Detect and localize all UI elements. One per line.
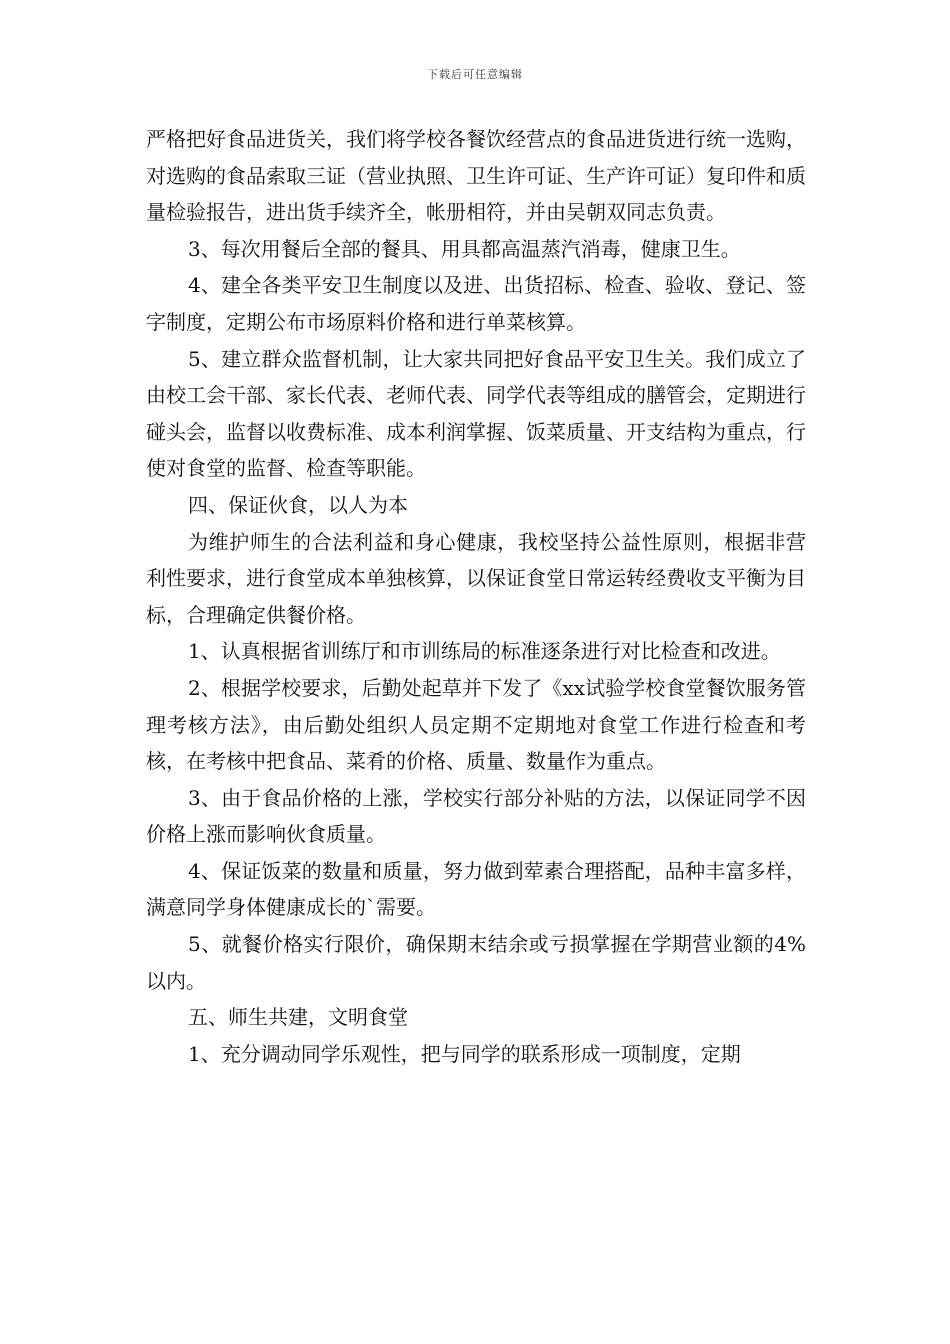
paragraph-item-5-price-limit: 5、就餐价格实行限价，确保期末结余或亏损掌握在学期营业额的4%以内。: [146, 932, 806, 993]
paragraph-item-4-quality: 4、保证饭菜的数量和质量，努力做到荤素合理搭配，品种丰富多样，满意同学身体健康成长的`需要。: [146, 858, 806, 920]
section-heading-five: 五、师生共建，文明食堂: [188, 1005, 408, 1030]
paragraph-section-four-intro: 为维护师生的合法利益和身心健康，我校坚持公益性原则，根据非营利性要求，进行食堂成本单独核算，以保证食堂日常运转经费收支平衡为目标，合理确定供餐价格。: [146, 529, 806, 627]
paragraph-item-1-inspection: 1、认真根据省训练厅和市训练局的标准逐条进行对比检查和改进。: [188, 639, 781, 664]
paragraph-item-2-assessment: 2、根据学校要求，后勤处起草并下发了《xx试验学校食堂餐饮服务管理考核方法》，由后勤处组织人员定期不定期地对食堂工作进行检查和考核，在考核中把食品、菜肴的价格、质量、数量作为重点。: [146, 675, 806, 774]
paragraph-item-4-regulations: 4、建全各类平安卫生制度以及进、出货招标、检查、验收、登记、签字制度，定期公布市场原料价格和进行单菜核算。: [146, 273, 806, 334]
paragraph-item-3-subsidy: 3、由于食品价格的上涨，学校实行部分补贴的方法，以保证同学不因价格上涨而影响伙食质量。: [146, 785, 806, 847]
page-header: 下载后可任意编辑: [427, 68, 523, 81]
paragraph-food-purchasing: 严格把好食品进货关，我们将学校各餐饮经营点的食品进货进行统一选购，对选购的食品索取三证（营业执照、卫生许可证、生产许可证）复印件和质量检验报告，进出货手续齐全，帐册相符，并由吴朝双同志负责。: [146, 127, 806, 225]
section-heading-four: 四、保证伙食，以人为本: [188, 492, 408, 517]
paragraph-item-1-student-contact: 1、充分调动同学乐观性，把与同学的联系形成一项制度，定期: [188, 1041, 741, 1066]
paragraph-item-5-supervision: 5、建立群众监督机制，让大家共同把好食品平安卫生关。我们成立了由校工会干部、家长代表、老师代表、同学代表等组成的膳管会，定期进行碰头会，监督以收费标准、成本利润掌握、饭菜质量、开支结构为重点，行使对食堂的监督、检查等职能。: [146, 346, 806, 481]
document-body: [146, 121, 806, 1072]
paragraph-item-3-disinfection: 3、每次用餐后全部的餐具、用具都高温蒸汽消毒，健康卫生。: [188, 236, 741, 261]
